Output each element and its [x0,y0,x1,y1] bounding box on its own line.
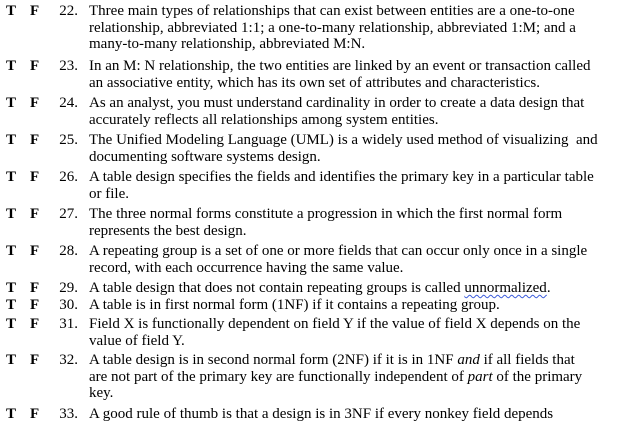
question-line: value of field Y. [89,332,185,349]
question-line: or file. [89,185,129,202]
question-number: 26. [59,169,78,185]
question-text-segment: if all fields that [479,352,575,368]
question-line: key. [89,385,114,401]
false-option[interactable]: F [30,316,40,332]
question-number: 25. [59,132,78,148]
question-line: As an analyst, you must understand cardinality in order to create a data design that [89,95,585,111]
question-number: 32. [59,352,78,368]
question-number: 24. [59,95,78,111]
false-option[interactable]: F [30,297,40,313]
true-option[interactable]: T [6,406,17,422]
true-option[interactable]: T [6,169,17,185]
question-line: A repeating group is a set of one or more fields that can occur only once in a single [89,243,588,259]
question-text [89,352,633,402]
true-option[interactable]: T [6,132,17,148]
question-text [89,280,633,297]
question-number: 23. [59,58,78,74]
true-option[interactable]: T [6,206,17,222]
question-line: an associative entity, which has its own set of attributes and characteristics. [89,74,540,91]
true-option[interactable]: T [6,352,17,368]
question-text [89,243,633,276]
true-option[interactable]: T [6,58,17,74]
emphasized-word: and [457,352,480,368]
question-line: documenting software systems design. [89,148,321,165]
false-option[interactable]: F [30,58,40,74]
question-line: A table is in first normal form (1NF) if it contains a repeating group. [89,297,500,313]
false-option[interactable]: F [30,132,40,148]
emphasized-word: part [467,368,493,385]
true-option[interactable]: T [6,297,17,313]
false-option[interactable]: F [30,206,40,222]
question-line: relationship, abbreviated 1:1; a one-to-many relationship, abbreviated 1:M; and a [89,19,576,36]
question-text [89,297,633,314]
question-text [89,206,633,239]
true-option[interactable]: T [6,316,17,332]
true-option[interactable]: T [6,3,17,19]
question-number: 28. [59,243,78,259]
false-option[interactable]: F [30,243,40,259]
question-line: many-to-many relationship, abbreviated M:N. [89,36,366,52]
true-option[interactable]: T [6,280,17,296]
false-option[interactable]: F [30,280,40,296]
question-text [89,132,633,165]
question-line: In an M: N relationship, the two entities are linked by an event or transaction called [89,58,591,74]
question-text-segment: A table design that does not contain repeating groups is called [89,280,465,296]
question-text [89,169,633,202]
question-text [89,58,633,91]
question-line: record, with each occurrence having the same value. [89,259,404,276]
question-line: Field X is functionally dependent on field Y if the value of field X depends on the [89,316,581,332]
question-text [89,3,633,53]
question-line: A good rule of thumb is that a design is in 3NF if every nonkey field depends [89,406,554,422]
false-option[interactable]: F [30,95,40,111]
question-text-segment: . [546,280,551,296]
question-number: 27. [59,206,78,222]
question-text-segment: are not part of the primary key are functionally independent of [89,368,468,385]
question-line [89,280,633,297]
spellcheck-flagged-word: unnormalized [464,280,547,296]
question-line: Three main types of relationships that can exist between entities are a one-to-one [89,3,575,19]
question-number: 31. [59,316,78,332]
question-number: 22. [59,3,78,19]
true-option[interactable]: T [6,243,17,259]
question-text-segment: A table design is in second normal form (2NF) if it is in 1NF [89,352,458,368]
question-line: represents the best design. [89,222,247,239]
question-number: 29. [59,280,78,296]
question-line [89,352,633,369]
question-line: The three normal forms constitute a progression in which the first normal form [89,206,563,222]
question-line: accurately reflects all relationships among system entities. [89,111,439,128]
question-text [89,95,633,128]
question-line: A table design specifies the fields and identifies the primary key in a particular table [89,169,594,185]
false-option[interactable]: F [30,406,40,422]
question-text [89,316,633,349]
question-number: 30. [59,297,78,313]
question-number: 33. [59,406,78,422]
question-text-segment: of the primary [492,368,583,385]
false-option[interactable]: F [30,169,40,185]
false-option[interactable]: F [30,352,40,368]
question-text [89,406,633,423]
question-line [89,369,633,386]
true-option[interactable]: T [6,95,17,111]
question-line: The Unified Modeling Language (UML) is a widely used method of visualizing and [89,132,598,148]
false-option[interactable]: F [30,3,40,19]
